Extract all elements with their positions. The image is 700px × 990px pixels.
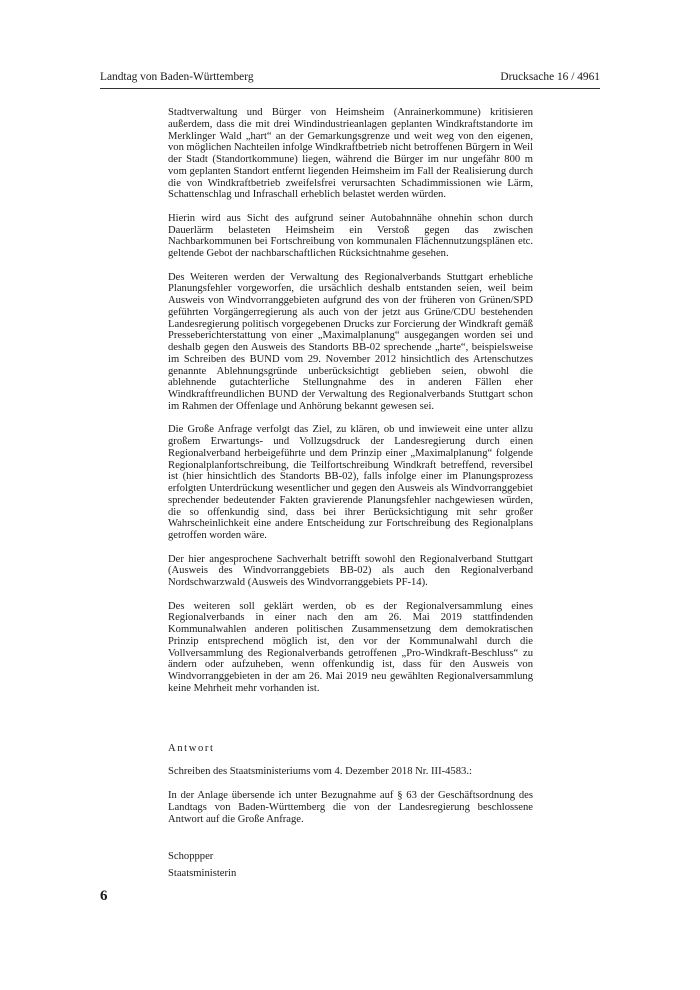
header-publisher: Landtag von Baden-Württemberg [100,71,254,83]
page-header [100,70,600,86]
paragraph-4: Die Große Anfrage verfolgt das Ziel, zu klären, ob und inwieweit eine unter allzu großem Erwartungs- und Vollzugsdruck der Landesregierung durch einen Regionalverband herbeigeführte und dem Prinzip einer „Maximalplanung“ folgende Regionalplanfortschreibung, die Teilfortschreibung Windkraft betreffend, reversibel ist (hier hinsichtlich des Standorts BB-02), falls infolge einer im Planungsprozess erfolgten Unterdrückung wesentlicher und gegen den Ausweis als Windvorranggebiet sprechender bedeutender Fakten gravierende Planungsfehler nachgewiesen würden, die so offenkundig sind, dass bei ihrer Berücksichtigung mit sehr großer Wahrscheinlichkeit eine andere Entscheidung zur Fortschreibung des Regionalplans getroffen worden wäre. [168,424,533,542]
paragraph-3: Des Weiteren werden der Verwaltung des Regionalverbands Stuttgart erhebliche Planungsfehler vorgeworfen, die ursächlich deshalb entstanden seien, weil beim Ausweis von Windvorranggebieten aufgrund des von der früheren von Grünen/SPD geführten Vorgängerregierung als auch von der jetzt aus Grüne/CDU bestehenden Landesregierung politisch vorgegebenen Drucks zur Forcierung der Windkraft gemäß Presseberichterstattung von einer „Maximalplanung“ ausgegangen worden sei und deshalb gegen den Ausweis des Standorts BB-02 sprechende „harte“, beispielsweise im Schreiben des BUND vom 29. November 2012 hinsichtlich des Artenschutzes genannte Ablehnungsgründe unberücksichtigt geblieben seien, obwohl die ablehnende gutachterliche Stellungnahme des in anderen Fällen eher Windkraftfreundlichen BUND der Verwaltung des Regionalverbands Stuttgart schon im Rahmen der Offenlage und Anhörung bekannt gewesen sei. [168,271,533,412]
header-divider [100,88,600,89]
signature-title: Staatsministerin [168,868,237,879]
page-number: 6 [100,888,108,904]
body-text [168,107,533,707]
answer-body: In der Anlage übersende ich unter Bezugnahme auf § 63 der Geschäftsordnung des Landtags von Baden-Württemberg die von der Landesregierung beschlossene Antwort auf die Große Anfrage. [168,790,533,825]
header-document-number: Drucksache 16 / 4961 [500,71,600,83]
answer-reference-line: Schreiben des Staatsministeriums vom 4. Dezember 2018 Nr. III-4583.: [168,766,472,777]
signature-name: Schoppper [168,851,214,862]
answer-heading: Antwort [168,743,215,754]
paragraph-6: Des weiteren soll geklärt werden, ob es der Regionalversammlung eines Regionalverbands in einer nach den am 26. Mai 2019 stattfindenden Kommunalwahlen anderen politischen Zusammensetzung dem demokratischen Prinzip entsprechend möglich ist, den vor der Kommunalwahl durch die Vollversammlung des Regionalverbands getroffenen „Pro-Windkraft-Beschluss“ zu ändern oder aufzuheben, wenn offenkundig ist, dass für den Ausweis von Windvorranggebieten in der am 26. Mai 2019 neu gewählten Regionalversammlung keine Mehrheit mehr vorhanden ist. [168,600,533,694]
paragraph-5: Der hier angesprochene Sachverhalt betrifft sowohl den Regionalverband Stuttgart (Ausweis des Windvorranggebiets BB-02) als auch den Regionalverband Nordschwarzwald (Ausweis des Windvorranggebiets PF-14). [168,553,533,589]
paragraph-1: Stadtverwaltung und Bürger von Heimsheim (Anrainerkommune) kritisieren außerdem, dass die mit drei Windindustrieanlagen geplanten Windkraftstandorte im Merklinger Wald „hart“ an der Gemarkungsgrenze und weit weg von den eigenen, von möglichen Nachteilen infolge Windkraftbetrieb nicht betroffenen Bürgern in Weil der Stadt (Standortkommune) liegen, während die Bürger im nur ungefähr 800 m vom geplanten Standort entfernt liegenden Heimsheim im Fall der Realisierung durch die von Windkraftbetrieb zweifelsfrei verursachten Schadimmissionen wie Lärm, Schattenschlag und Infraschall erheblich belastet werden würden. [168,107,533,201]
paragraph-2: Hierin wird aus Sicht des aufgrund seiner Autobahnnähe ohnehin schon durch Dauerlärm belasteten Heimsheim ein Verstoß gegen das zwischen Nachbarkommunen bei Fortschreibung von kommunalen Flächennutzungsplänen etc. geltende Gebot der nachbarschaftlichen Rücksichtnahme gesehen. [168,212,533,260]
